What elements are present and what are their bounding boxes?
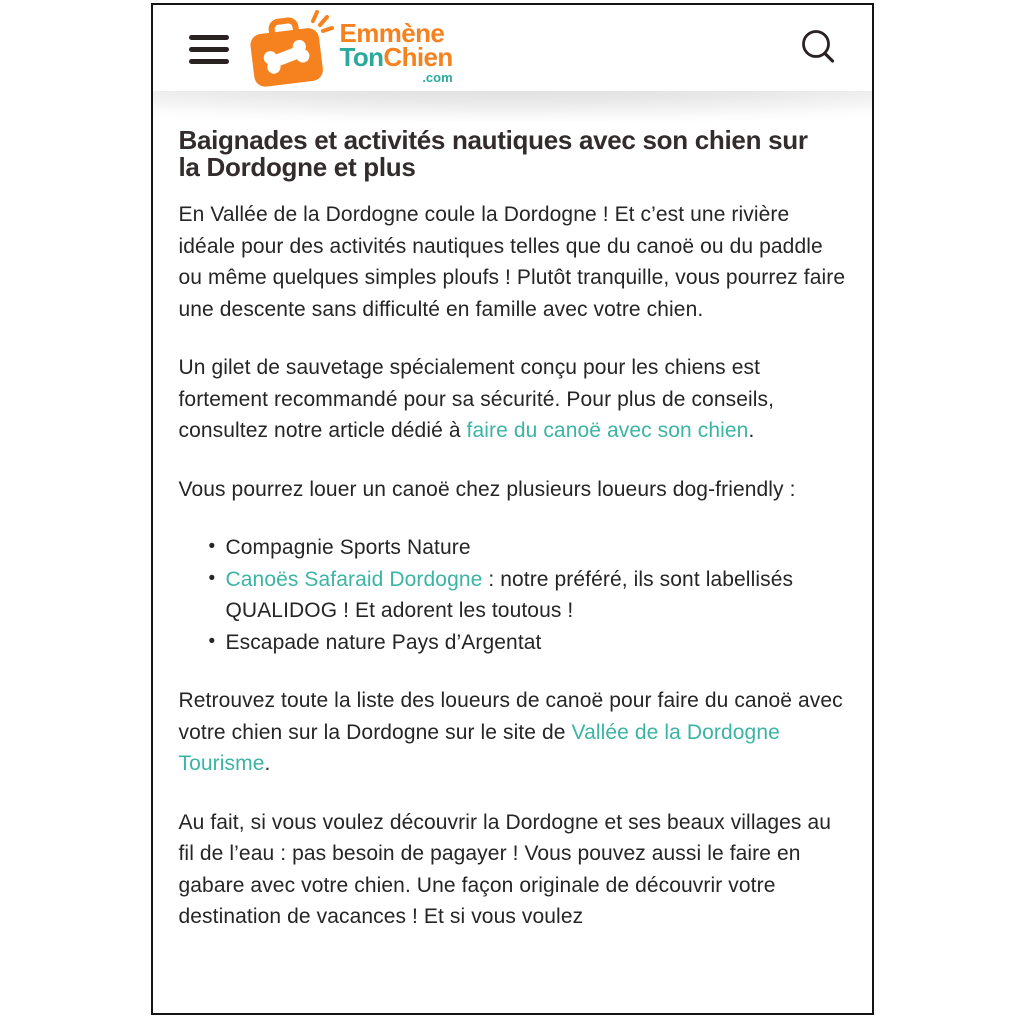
paragraph-safety-text: Un gilet de sauvetage spécialement conçu pour les chiens est fortement recommandé pour sa sécurité. Pour plus de conseils, consultez notre article dédié à — [178, 356, 775, 442]
rental-list — [179, 532, 846, 658]
article-title: Baignades et activités nautiques avec son chien sur la Dordogne et plus — [178, 125, 808, 182]
hamburger-menu-button[interactable] — [189, 35, 229, 64]
link-canoe-article[interactable]: faire du canoë avec son chien — [466, 419, 749, 442]
paragraph-safety — [179, 352, 846, 447]
article-content — [153, 121, 872, 933]
list-item-escapade-nature — [209, 627, 846, 659]
link-safaraid-dordogne[interactable]: Canoës Safaraid Dordogne — [225, 567, 483, 591]
paragraph-intro: En Vallée de la Dordogne coule la Dordogne ! Et c’est une rivière idéale pour des activités nautiques telles que du canoë ou du paddle ou même quelques simples ploufs ! Plutôt tranquille, vous pourrez faire une descente sans difficulté en famille avec votre chien. — [178, 203, 846, 321]
list-item-text: : notre préféré, ils sont labellisés QUALIDOG ! Et adorent les toutous ! — [225, 567, 794, 622]
suitcase-bone-icon — [246, 8, 338, 88]
list-item-safaraid — [209, 564, 846, 627]
logo-line1: Emmène — [339, 18, 445, 48]
logo-domain: .com — [422, 69, 453, 85]
page-card — [151, 3, 874, 1015]
paragraph-rental-intro: Vous pourrez louer un canoë chez plusieurs loueurs dog-friendly : — [178, 477, 796, 501]
header-shadow — [153, 91, 872, 121]
hamburger-icon — [189, 35, 229, 40]
logo-chien: Chien — [383, 41, 453, 72]
site-header — [153, 5, 872, 91]
paragraph-safety-end: . — [748, 419, 755, 442]
paragraph-rental-site-end: . — [264, 752, 271, 775]
list-item-text: Escapade nature Pays d’Argentat — [225, 630, 542, 654]
paragraph-rental-site-text: Retrouvez toute la liste des loueurs de canoë pour faire du canoë avec votre chien sur la Dordogne sur le site de — [178, 689, 843, 744]
link-vallee-dordogne-tourisme[interactable]: Vallée de la Dordogne Tourisme — [178, 720, 780, 775]
list-item-text: Compagnie Sports Nature — [225, 536, 471, 559]
logo-line2 — [340, 42, 453, 72]
search-icon — [798, 27, 840, 69]
search-button[interactable] — [798, 27, 840, 72]
site-logo[interactable] — [246, 8, 453, 88]
paragraph-rental-site — [179, 685, 846, 780]
paragraph-gabare: Au fait, si vous voulez découvrir la Dordogne et ses beaux villages au fil de l’eau : pas besoin de pagayer ! Vous pouvez aussi le faire en gabare avec votre chien. Une façon originale de découvrir votre destination de vacances ! Et si vous voulez — [178, 810, 832, 928]
logo-ton: Ton — [339, 41, 384, 72]
list-item-compagnie-sports-nature — [209, 532, 846, 564]
logo-text — [339, 18, 453, 85]
